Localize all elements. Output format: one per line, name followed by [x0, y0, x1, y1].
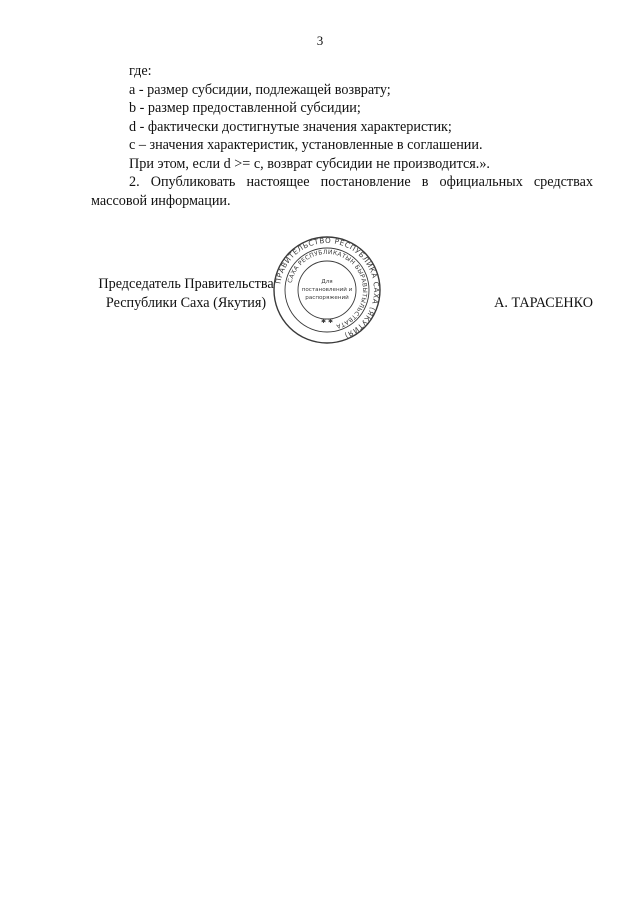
note-line: При этом, если d >= c, возврат субсидии не производится.».: [129, 155, 490, 172]
signature-block: [91, 275, 593, 335]
signer-position: [91, 275, 281, 313]
signer-name: А. ТАРАСЕНКО: [494, 295, 593, 311]
item-2-paragraph: 2. Опубликовать настоящее постановление в официальных средствах массовой информации.: [91, 174, 593, 209]
seal-center-line-2: постановлений и: [301, 287, 353, 293]
definition-d: d - фактически достигнутые значения характеристик;: [129, 118, 452, 135]
seal-outer-text: ПРАВИТЕЛЬСТВО РЕСПУБЛИКА САХА (ЯКУТИЯ): [273, 235, 382, 341]
seal-center-line-1: Для: [321, 279, 333, 285]
definition-c: c – значения характеристик, установленные в соглашении.: [129, 137, 483, 153]
where-label: где:: [129, 63, 152, 79]
definition-b: b - размер предоставленной субсидии;: [129, 100, 361, 116]
seal-center-line-3: распоряжений: [305, 295, 349, 301]
page-number: 3: [316, 33, 324, 48]
definition-a: a - размер субсидии, подлежащей возврату;: [129, 81, 391, 98]
signer-position-line-1: Председатель Правительства: [98, 276, 274, 292]
seal-inner-text: САХА РЕСПУБЛИКАТЫН БЫРАВЫТЫЛЬСТВАТА: [286, 248, 369, 330]
document-body: [91, 62, 593, 210]
signer-position-line-2: Республики Саха (Якутия): [105, 295, 267, 311]
seal-star-icon: ✱ ✱: [321, 318, 333, 325]
